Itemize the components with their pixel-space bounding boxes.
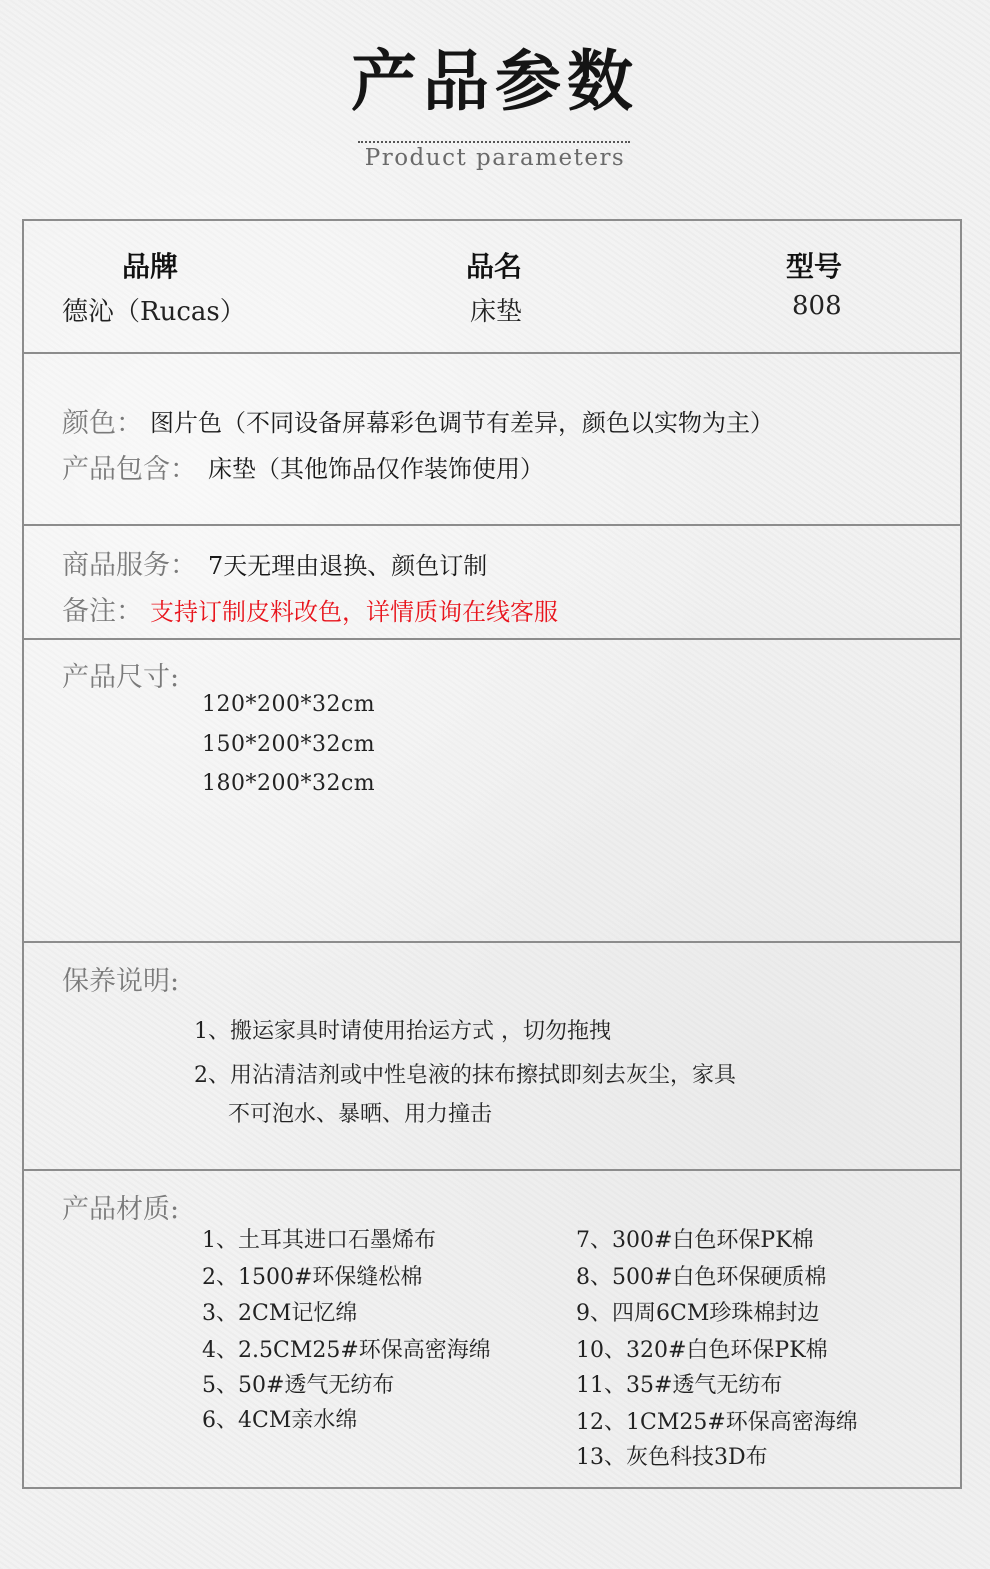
page-header (0, 0, 990, 200)
color-value: 图片色（不同设备屏幕彩色调节有差异，颜色以实物为主） (150, 409, 774, 437)
product-name-value: 床垫 (470, 297, 523, 327)
size-item: 120*200*32cm (202, 692, 376, 717)
page-title: 产品参数 (351, 42, 639, 120)
parameter-table (22, 219, 962, 1489)
color-label: 颜色： (62, 408, 143, 439)
note-label: 备注： (62, 596, 143, 627)
material-item: 11、35#透气无纺布 (576, 1373, 783, 1398)
title-divider (358, 141, 630, 143)
material-item: 9、四周6CM珍珠棉封边 (576, 1301, 820, 1326)
contents-label: 产品包含： (62, 454, 197, 485)
model-value: 808 (792, 291, 842, 321)
material-item: 8、500#白色环保硬质棉 (576, 1265, 827, 1290)
row-divider (24, 1169, 960, 1171)
material-item: 7、300#白色环保PK棉 (576, 1228, 814, 1253)
brand-value: 德沁（Rucas） (62, 297, 246, 327)
care-label: 保养说明: (62, 966, 180, 997)
material-item: 5、50#透气无纺布 (202, 1373, 395, 1398)
size-label: 产品尺寸: (62, 662, 180, 693)
material-item: 13、灰色科技3D布 (576, 1445, 768, 1470)
service-value: 7天无理由退换、颜色订制 (208, 552, 488, 580)
page-subtitle: Product parameters (364, 145, 626, 171)
note-value: 支持订制皮料改色，详情质询在线客服 (150, 598, 558, 626)
row-divider (24, 941, 960, 943)
care-item: 2、用沾清洁剂或中性皂液的抹布擦拭即刻去灰尘，家具 (194, 1063, 736, 1088)
row-divider (24, 352, 960, 354)
material-item: 10、320#白色环保PK棉 (576, 1338, 828, 1363)
product-name-label: 品名 (466, 250, 523, 283)
row-divider (24, 638, 960, 640)
care-item: 1、搬运家具时请使用抬运方式 ，切勿拖拽 (194, 1019, 611, 1044)
care-item-continuation: 不可泡水、暴晒、用力撞击 (228, 1102, 493, 1127)
material-item: 12、1CM25#环保高密海绵 (576, 1410, 858, 1435)
material-label: 产品材质: (62, 1194, 180, 1225)
material-item: 2、1500#环保缝松棉 (202, 1265, 423, 1290)
contents-value: 床垫（其他饰品仅作装饰使用） (208, 455, 544, 483)
row-divider (24, 524, 960, 526)
material-item: 3、2CM记忆绵 (202, 1301, 358, 1326)
material-item: 6、4CM亲水绵 (202, 1408, 358, 1433)
size-item: 180*200*32cm (202, 771, 376, 796)
size-item: 150*200*32cm (202, 732, 376, 757)
material-item: 1、土耳其进口石墨烯布 (202, 1228, 436, 1253)
model-label: 型号 (786, 250, 843, 283)
service-label: 商品服务： (62, 550, 197, 581)
brand-label: 品牌 (122, 250, 179, 283)
material-item: 4、2.5CM25#环保高密海绵 (202, 1338, 491, 1363)
